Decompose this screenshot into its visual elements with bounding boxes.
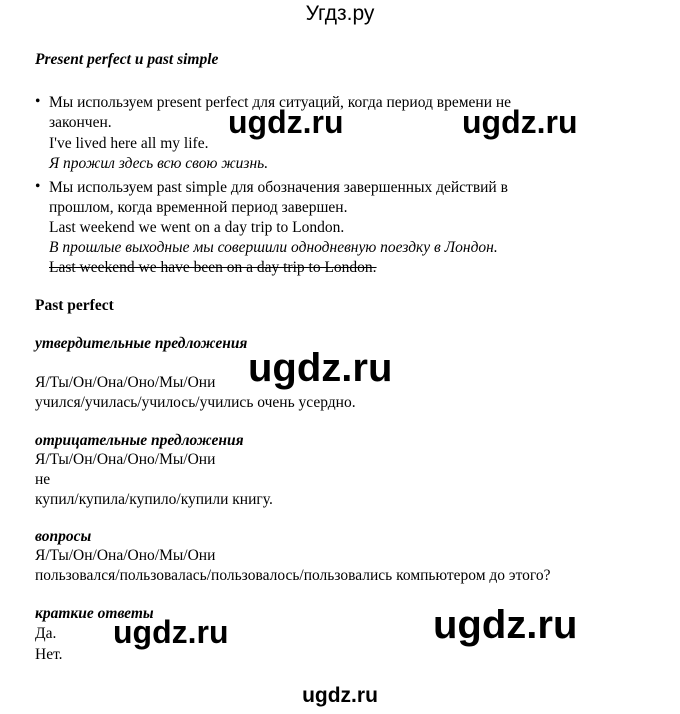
bullet-marker: •	[35, 178, 41, 195]
watermark: ugdz.ru	[228, 104, 344, 140]
questions-line2: пользовался/пользовалась/пользовалось/пользовались компьютером до этого?	[35, 567, 551, 584]
bullet2-line2: прошлом, когда временной период завершен.	[49, 199, 348, 216]
affirmative-line1: Я/Ты/Он/Она/Оно/Мы/Они	[35, 374, 216, 391]
short-answers-label: краткие ответы	[35, 605, 154, 622]
section-heading-past-perfect: Past perfect	[35, 297, 114, 314]
watermark: ugdz.ru	[113, 614, 229, 650]
bullet2-example-ru: В прошлые выходные мы совершили однодневную поездку в Лондон.	[49, 239, 498, 256]
bullet1-example-en: I've lived here all my life.	[49, 135, 209, 152]
site-footer: ugdz.ru	[302, 684, 378, 707]
questions-line1: Я/Ты/Он/Она/Оно/Мы/Они	[35, 547, 216, 564]
affirmative-label: утвердительные предложения	[35, 335, 248, 352]
bullet2-line1: Мы используем past simple для обозначения завершенных действий в	[49, 179, 508, 196]
short-answer-no: Нет.	[35, 646, 63, 663]
affirmative-line2: учился/училась/училось/учились очень усердно.	[35, 394, 356, 411]
watermark: ugdz.ru	[462, 104, 578, 140]
watermark: ugdz.ru	[248, 346, 393, 390]
questions-label: вопросы	[35, 528, 92, 545]
section-heading-present-perfect: Present perfect и past simple	[35, 51, 219, 68]
negative-line3: купил/купила/купило/купили книгу.	[35, 491, 273, 508]
bullet1-example-ru: Я прожил здесь всю свою жизнь.	[49, 155, 269, 172]
bullet-marker: •	[35, 93, 41, 110]
negative-line2: не	[35, 471, 51, 488]
bullet1-line1: Мы используем present perfect для ситуаций, когда период времени не	[49, 94, 512, 111]
negative-label: отрицательные предложения	[35, 432, 244, 449]
watermark: ugdz.ru	[433, 603, 578, 647]
bullet2-example-wrong: Last weekend we have been on a day trip to London.	[49, 259, 377, 276]
bullet2-example-en: Last weekend we went on a day trip to London.	[49, 219, 345, 236]
negative-line1: Я/Ты/Он/Она/Оно/Мы/Они	[35, 451, 216, 468]
bullet1-line2: закончен.	[49, 114, 112, 131]
site-title: Угдз.ру	[305, 2, 375, 25]
short-answer-yes: Да.	[35, 625, 57, 642]
